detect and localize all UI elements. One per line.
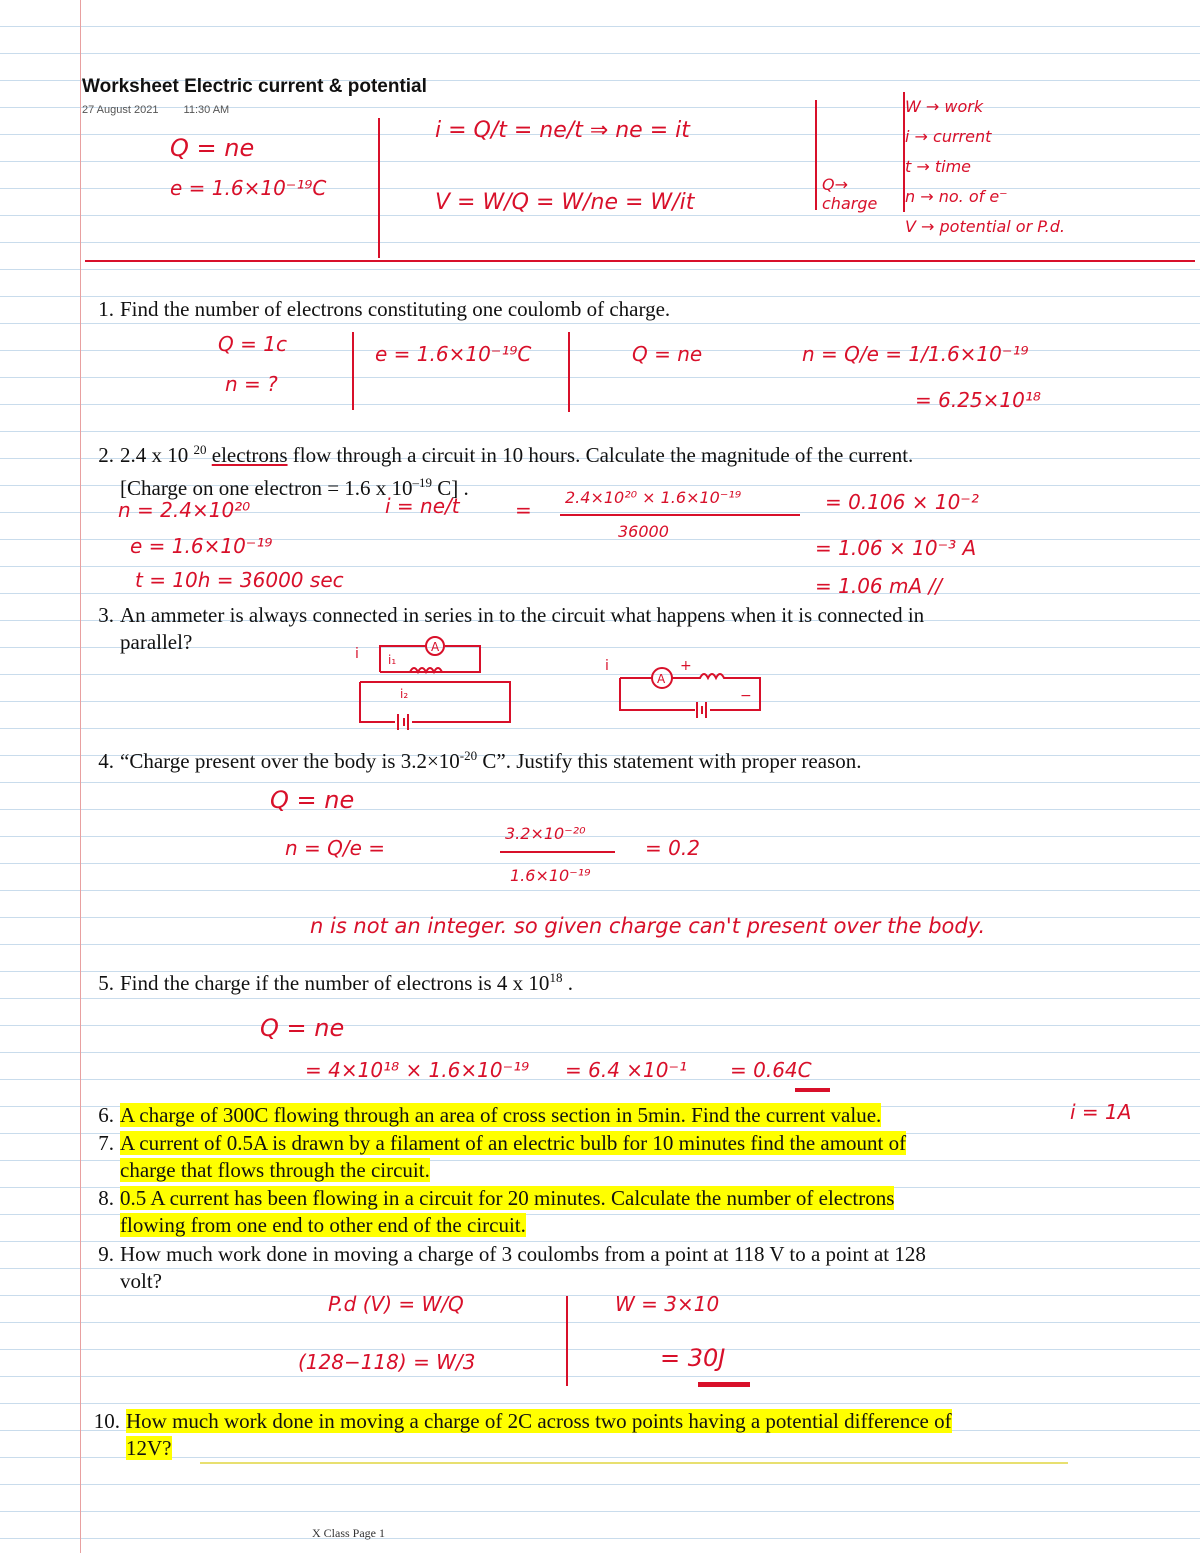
current-label: i (355, 646, 359, 662)
answer-4-formula: Q = ne (270, 786, 355, 814)
answer-1-calc: n = Q/e = 1/1.6×10⁻¹⁹ (802, 342, 1029, 366)
header-note-current: i = Q/t = ne/t ⇒ ne = it (435, 118, 690, 143)
question-text-a: “Charge present over the body is 3.2×10 (120, 749, 460, 773)
question-sup: 20 (193, 442, 207, 457)
question-4 (90, 742, 862, 775)
question-text: How much work done in moving a charge of 2C across two points having a potential difference of (126, 1409, 952, 1433)
answer-2-fraction-bar (560, 514, 800, 516)
question-text-b: . (562, 971, 573, 995)
answer-1-given-n: n = ? (225, 372, 278, 396)
question-line-2: parallel? (120, 630, 193, 654)
header-legend (905, 92, 1065, 242)
page-footer: X Class Page 1 (312, 1526, 385, 1540)
question-2 (90, 436, 913, 502)
answer-1-result: = 6.25×10¹⁸ (915, 388, 1041, 412)
question-number: 7. (98, 1131, 114, 1155)
answer-9-result: = 30J (660, 1344, 726, 1372)
answer-4-denominator: 1.6×10⁻¹⁹ (510, 866, 591, 885)
question-number: 6. (98, 1103, 114, 1127)
question-number: 1. (98, 297, 114, 321)
answer-3-parallel-circuit-diagram (350, 632, 530, 732)
answer-6: i = 1A (1070, 1100, 1132, 1124)
page-meta (82, 104, 251, 116)
question-7 (90, 1130, 906, 1184)
question-text-a: 2.4 x 10 (120, 443, 189, 467)
legend-electrons: n → no. of e⁻ (905, 187, 1008, 206)
current-label-2: i₂ (400, 687, 409, 701)
question-text-2: charge that flows through the circuit. (120, 1158, 430, 1182)
question-8 (90, 1185, 894, 1239)
minus-label: − (740, 688, 752, 704)
plus-label: + (680, 658, 692, 674)
page-time: 11:30 AM (183, 104, 230, 116)
answer-2-denominator: 36000 (618, 522, 669, 541)
header-divider-2 (815, 100, 817, 210)
question-10-underline (200, 1462, 1068, 1464)
answer-3-series-circuit-diagram (600, 650, 780, 720)
answer-5-underline (795, 1088, 830, 1092)
question-text-b: C”. Justify this statement with proper reason. (477, 749, 862, 773)
circuit-wire (620, 674, 760, 710)
answer-9-pd: P.d (V) = W/Q (328, 1292, 464, 1316)
question-line-2 (90, 1157, 906, 1184)
question-5 (90, 964, 573, 997)
header-note-q-charge: Q→ charge (822, 175, 878, 213)
question-text-b: electrons (211, 443, 288, 467)
question-1 (90, 296, 670, 323)
answer-4-fraction-bar (500, 851, 615, 853)
page-date: 27 August 2021 (82, 104, 159, 116)
question-text: A current of 0.5A is drawn by a filament of an electric bulb for 10 minutes find the amount of (120, 1131, 907, 1155)
answer-2-result-1: = 0.106 × 10⁻² (825, 490, 979, 514)
answer-5-formula: Q = ne (260, 1014, 345, 1042)
question-line-2 (90, 1435, 952, 1462)
answer-2-formula: i = ne/t (385, 494, 460, 518)
header-note-voltage: V = W/Q = W/ne = W/it (435, 190, 695, 215)
answer-4-numerator: 3.2×10⁻²⁰ (505, 824, 586, 843)
answer-4-calc: n = Q/e = (285, 836, 386, 860)
question-number: 3. (98, 603, 114, 627)
question-text-d: [Charge on one electron = 1.6 x 10 (120, 476, 413, 500)
question-sup-2: –19 (412, 475, 433, 490)
answer-1-divider-2 (568, 332, 570, 412)
answer-2-result-3: = 1.06 mA // (815, 574, 943, 598)
current-label: i (605, 658, 609, 674)
circuit-wire (380, 646, 426, 672)
question-text-2: 12V? (126, 1436, 172, 1460)
answer-9-substitution: (128−118) = W/3 (298, 1350, 476, 1374)
battery-symbol (398, 714, 408, 730)
answer-2-n: n = 2.4×10²⁰ (118, 498, 251, 522)
question-6 (90, 1102, 881, 1129)
battery-symbol (697, 702, 706, 718)
question-9 (90, 1241, 926, 1295)
question-text-2: flowing from one end to other end of the circuit. (120, 1213, 526, 1237)
answer-5-calc: = 4×10¹⁸ × 1.6×10⁻¹⁹ (305, 1058, 530, 1082)
answer-9-underline (698, 1382, 750, 1387)
answer-5-result-2: = 0.64C (730, 1058, 812, 1082)
legend-work: W → work (905, 97, 984, 116)
answer-9-work: W = 3×10 (615, 1292, 720, 1316)
question-text: Find the number of electrons constituting one coulomb of charge. (120, 297, 671, 321)
margin-line (80, 0, 81, 1553)
legend-time: t → time (905, 157, 971, 176)
question-number: 10. (93, 1409, 120, 1433)
question-number: 5. (98, 971, 114, 995)
answer-1-divider (352, 332, 354, 410)
question-text: 0.5 A current has been flowing in a circuit for 20 minutes. Calculate the number of electrons (120, 1186, 895, 1210)
question-number: 4. (98, 749, 114, 773)
circuit-wire (360, 682, 510, 722)
header-underline (85, 260, 1195, 262)
ammeter-label: A (657, 672, 666, 686)
answer-2-e: e = 1.6×10⁻¹⁹ (130, 534, 273, 558)
question-text: How much work done in moving a charge of 3 coulombs from a point at 118 V to a point at 128 (120, 1242, 926, 1266)
answer-2-result-2: = 1.06 × 10⁻³ A (815, 536, 977, 560)
answer-2-t: t = 10h = 36000 sec (135, 568, 344, 592)
question-10 (90, 1408, 952, 1462)
question-line-2 (90, 1212, 894, 1239)
answer-2-numerator: 2.4×10²⁰ × 1.6×10⁻¹⁹ (565, 488, 742, 507)
current-label-1: i₁ (388, 653, 397, 667)
header-divider-1 (378, 118, 380, 258)
answer-4-conclusion: n is not an integer. so given charge can't present over the body. (310, 914, 986, 938)
question-number: 2. (98, 443, 114, 467)
question-text-e: C] . (432, 476, 469, 500)
question-sup: -20 (459, 748, 478, 763)
legend-potential: V → potential or P.d. (905, 217, 1066, 236)
question-text: A charge of 300C flowing through an area of cross section in 5min. Find the current value. (120, 1103, 882, 1127)
ammeter-label: A (431, 640, 440, 654)
question-line-2: volt? (120, 1269, 162, 1293)
answer-4-result: = 0.2 (645, 836, 700, 860)
legend-current: i → current (905, 127, 992, 146)
answer-1-e: e = 1.6×10⁻¹⁹C (375, 342, 532, 366)
answer-1-formula: Q = ne (632, 342, 703, 366)
question-text: An ammeter is always connected in series in to the circuit what happens when it is connected in (120, 603, 925, 627)
header-note-e: e = 1.6×10⁻¹⁹C (170, 176, 327, 200)
page-title: Worksheet Electric current & potential (82, 76, 427, 97)
answer-9-divider (566, 1296, 568, 1386)
answer-2-equals: = (515, 498, 532, 522)
question-text-a: Find the charge if the number of electrons is 4 x 10 (120, 971, 550, 995)
question-number: 9. (98, 1242, 114, 1266)
question-sup: 18 (549, 970, 563, 985)
header-note-q: Q = ne (170, 134, 255, 162)
question-text-c: flow through a circuit in 10 hours. Calculate the magnitude of the current. (287, 443, 914, 467)
question-number: 8. (98, 1186, 114, 1210)
answer-1-given-q: Q = 1c (218, 332, 287, 356)
answer-5-result-1: = 6.4 ×10⁻¹ (565, 1058, 688, 1082)
